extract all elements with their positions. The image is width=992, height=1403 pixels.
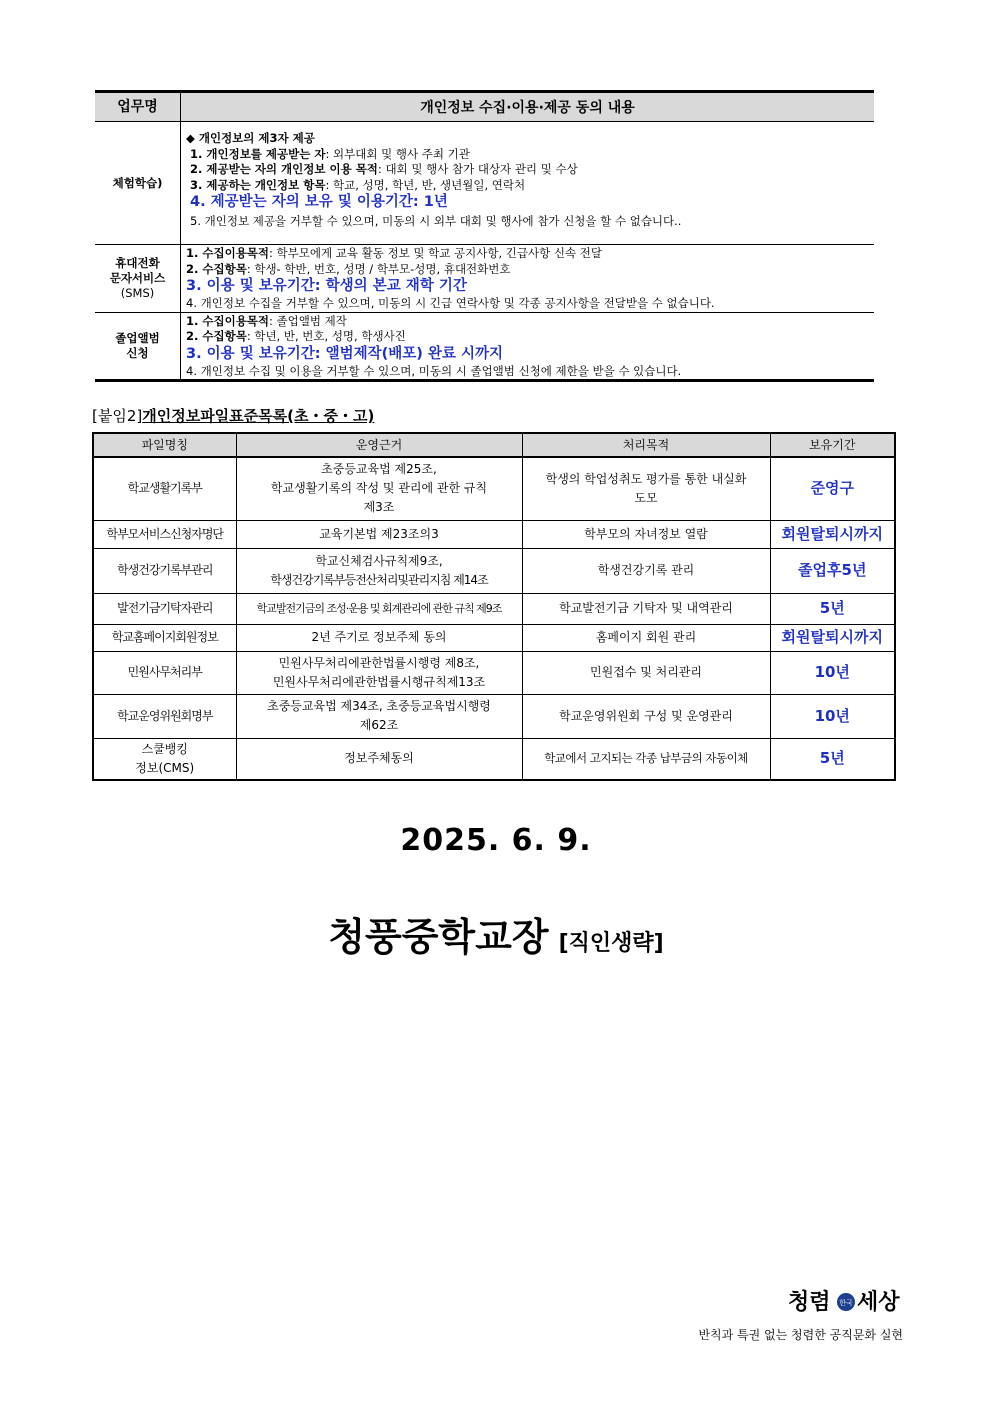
file-name: 학교생활기록부: [93, 457, 236, 520]
table-row: [93, 548, 895, 593]
integrity-motto: 반칙과 특권 없는 청렴한 공직문화 실현: [698, 1328, 903, 1342]
content-album: [181, 312, 875, 381]
file-name: 학부모서비스신청자명단: [93, 520, 236, 548]
task-experience: 체험학습): [95, 122, 181, 245]
consent-row-sms: [95, 245, 874, 313]
exp-line-3: 3. 제공하는 개인정보 항목: 학교, 성명, 학년, 반, 생년월일, 연락처: [190, 177, 526, 192]
exp-line-2: 2. 제공받는 자의 개인정보 이용 목적: 대회 및 행사 참가 대상자 관리 및 수상: [190, 162, 578, 176]
header-task: 업무명: [95, 92, 181, 122]
album-line-1: 1. 수집이용목적: 졸업앨범 제작: [186, 313, 347, 328]
file-retention: 5년: [770, 593, 895, 624]
table-row: [93, 520, 895, 548]
album-line-4: 4. 개인정보 수집 및 이용을 거부할 수 있으며, 미동의 시 졸업앨범 신청에 제한을 받을 수 있습니다.: [186, 363, 682, 378]
consent-row-experience: [95, 122, 874, 245]
file-purpose: 학생건강기록 관리: [522, 548, 770, 593]
file-basis: 학교신체검사규칙제9조, 학생건강기록부등전산처리및관리지침 제14조: [236, 548, 522, 593]
content-sms: [181, 245, 875, 313]
attachment-prefix: [붙임2]: [92, 407, 143, 425]
file-basis: 정보주체동의: [236, 738, 522, 780]
file-name: 스쿨뱅킹 정보(CMS): [93, 738, 236, 780]
file-basis: 초중등교육법 제34조, 초중등교육법시행령 제62조: [236, 694, 522, 738]
sms-line-4: 4. 개인정보 수집을 거부할 수 있으며, 미동의 시 긴급 연락사항 및 각종 공지사항을 전달받을 수 없습니다.: [186, 296, 715, 310]
file-retention: 10년: [770, 694, 895, 738]
sms-line-2: 2. 수집항목: 학생- 학반, 번호, 성명 / 학부모-성명, 휴대전화번호: [186, 261, 511, 276]
seal-omitted: [직인생략]: [558, 931, 664, 956]
attachment-heading: 개인정보파일표준목록(초・중・고): [142, 407, 375, 425]
file-name: 발전기금기탁자관리: [93, 593, 236, 624]
file-retention: 5년: [770, 738, 895, 780]
sms-line-3: 3. 이용 및 보유기간: 학생의 본교 재학 기간: [186, 278, 467, 294]
issuer-name: 청풍중학교장: [328, 915, 549, 959]
file-purpose: 학교에서 고지되는 각종 납부금의 자동이체: [522, 738, 770, 780]
file-basis: 교육기본법 제23조의3: [236, 520, 522, 548]
consent-header-row: [95, 92, 874, 122]
file-purpose: 홈페이지 회원 관리: [522, 624, 770, 651]
logo-emblem-text: 한국: [839, 1299, 853, 1307]
attachment-title: [92, 405, 374, 426]
integrity-logo: [788, 1282, 904, 1318]
consent-table: [95, 90, 874, 382]
logo-text-right: 세상: [857, 1289, 900, 1315]
table-row: [93, 457, 895, 520]
exp-line-5: 5. 개인정보 제공을 거부할 수 있으며, 미동의 시 외부 대회 및 행사에 참가 신청을 할 수 없습니다..: [190, 214, 682, 228]
file-list-table: [92, 432, 896, 781]
logo-text-left: 청렴: [788, 1289, 831, 1315]
file-basis: 2년 주기로 정보주체 동의: [236, 624, 522, 651]
consent-row-album: [95, 312, 874, 381]
content-experience: [181, 122, 875, 245]
file-basis: 민원사무처리에관한법률시행령 제8조, 민원사무처리에관한법률시행규칙제13조: [236, 651, 522, 694]
file-retention: 회원탈퇴시까지: [770, 624, 895, 651]
album-line-3: 3. 이용 및 보유기간: 앨범제작(배포) 완료 시까지: [186, 345, 504, 362]
section-title: ◆ 개인정보의 제3자 제공: [186, 131, 315, 145]
file-purpose: 학교발전기금 기탁자 및 내역관리: [522, 593, 770, 624]
task-sms: 휴대전화 문자서비스 (SMS): [95, 245, 181, 313]
col-basis: 운영근거: [236, 433, 522, 457]
file-purpose: 민원접수 및 처리관리: [522, 651, 770, 694]
issue-date: 2025. 6. 9.: [400, 823, 592, 858]
exp-line-1: 1. 개인정보를 제공받는 자: 외부대회 및 행사 주최 기관: [190, 146, 470, 161]
task-album: 졸업앨범 신청: [95, 312, 181, 381]
table-row: [93, 624, 895, 651]
col-purpose: 처리목적: [522, 433, 770, 457]
table-row: [93, 694, 895, 738]
file-purpose: 학부모의 자녀정보 열람: [522, 520, 770, 548]
table-row: [93, 651, 895, 694]
table-row: [93, 738, 895, 780]
header-content: 개인정보 수집·이용·제공 동의 내용: [181, 92, 875, 122]
file-basis: 학교발전기금의 조성·운용 및 회계관리에 관한 규칙 제9조: [236, 593, 522, 624]
album-line-2: 2. 수집항목: 학년, 반, 번호, 성명, 학생사진: [186, 329, 406, 343]
file-retention: 10년: [770, 651, 895, 694]
file-name: 학생건강기록부관리: [93, 548, 236, 593]
file-retention: 준영구: [770, 457, 895, 520]
col-retention: 보유기간: [770, 433, 895, 457]
file-header-row: [93, 433, 895, 457]
file-name: 학교운영위원회명부: [93, 694, 236, 738]
file-retention: 회원탈퇴시까지: [770, 520, 895, 548]
issuer-signature: [0, 906, 992, 961]
integrity-logo-icon: [788, 1282, 904, 1318]
col-name: 파일명칭: [93, 433, 236, 457]
file-purpose: 학교운영위원회 구성 및 운영관리: [522, 694, 770, 738]
file-name: 학교홈페이지회원정보: [93, 624, 236, 651]
exp-line-4: 4. 제공받는 자의 보유 및 이용기간: 1년: [190, 194, 448, 210]
file-retention: 졸업후5년: [770, 548, 895, 593]
file-name: 민원사무처리부: [93, 651, 236, 694]
file-purpose: 학생의 학업성취도 평가를 통한 내실화 도모: [522, 457, 770, 520]
file-basis: 초중등교육법 제25조, 학교생활기록의 작성 및 관리에 관한 규칙 제3조: [236, 457, 522, 520]
table-row: [93, 593, 895, 624]
sms-line-1: 1. 수집이용목적: 학부모에게 교육 활동 정보 및 학교 공지사항, 긴급사항 신속 전달: [186, 246, 602, 260]
